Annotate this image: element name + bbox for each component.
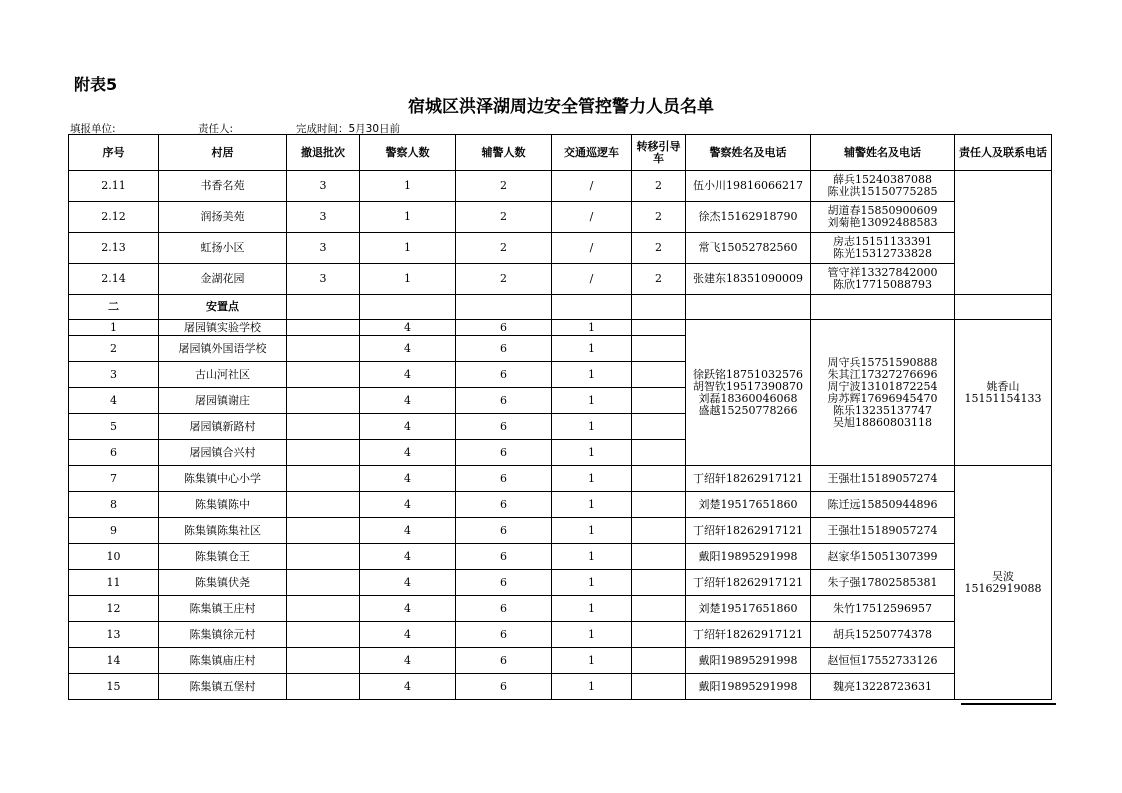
cell-aux: 6 — [456, 570, 552, 596]
cell-police: 1 — [360, 202, 456, 233]
cell-name: 陈集镇伏尧 — [159, 570, 287, 596]
cell-no: 4 — [69, 388, 159, 414]
cell-aux-contact: 朱子强17802585381 — [811, 570, 955, 596]
cell-no: 10 — [69, 544, 159, 570]
cell-guide — [632, 674, 686, 700]
cell-patrol: / — [552, 171, 632, 202]
cell-no: 14 — [69, 648, 159, 674]
cell-name: 陈集镇陈集社区 — [159, 518, 287, 544]
cell-aux: 6 — [456, 388, 552, 414]
cell-police-contact-group: 徐跃铭18751032576 胡智钦19517390870 刘磊18360046068 盛越15250778266 — [686, 320, 811, 466]
empty-cell — [686, 295, 811, 320]
header-cell: 撤退批次 — [287, 135, 360, 171]
header-cell: 序号 — [69, 135, 159, 171]
table-row — [69, 596, 1052, 622]
cell-patrol: 1 — [552, 648, 632, 674]
cell-aux: 6 — [456, 544, 552, 570]
cell-no: 3 — [69, 362, 159, 388]
cell-guide — [632, 570, 686, 596]
cell-patrol: 1 — [552, 414, 632, 440]
cell-police-contact: 戴阳19895291998 — [686, 674, 811, 700]
cell-aux-contact: 赵恒恒17552733126 — [811, 648, 955, 674]
cell-patrol: 1 — [552, 544, 632, 570]
table-row — [69, 544, 1052, 570]
cell-police-contact: 戴阳19895291998 — [686, 544, 811, 570]
cell-patrol: 1 — [552, 622, 632, 648]
cell-police: 4 — [360, 336, 456, 362]
cell-aux: 6 — [456, 466, 552, 492]
cell-aux: 6 — [456, 362, 552, 388]
table-row — [69, 171, 1052, 202]
responsible-label: 责任人: — [198, 123, 234, 135]
cell-police-contact: 伍小川19816066217 — [686, 171, 811, 202]
cell-aux-contact-group: 周守兵15751590888 朱其江17327276696 周宁波13101872254 房苏辉17696945470 陈乐13235137747 吴旭18860803118 — [811, 320, 955, 466]
cell-police: 4 — [360, 388, 456, 414]
cell-aux-contact: 朱竹17512596957 — [811, 596, 955, 622]
cell-aux: 6 — [456, 492, 552, 518]
table-tail-rule — [961, 703, 1056, 705]
cell-patrol: 1 — [552, 570, 632, 596]
cell-aux-contact: 胡兵15250774378 — [811, 622, 955, 648]
empty-cell — [552, 295, 632, 320]
cell-batch — [287, 648, 360, 674]
cell-police: 1 — [360, 233, 456, 264]
table-row — [69, 466, 1052, 492]
cell-batch — [287, 320, 360, 336]
cell-batch: 3 — [287, 171, 360, 202]
cell-aux: 2 — [456, 171, 552, 202]
cell-batch — [287, 518, 360, 544]
cell-responsible-a — [955, 171, 1052, 295]
table-row — [69, 518, 1052, 544]
section-row — [69, 295, 1052, 320]
annex-label: 附表5 — [74, 75, 118, 94]
cell-aux-contact: 陈迁远15850944896 — [811, 492, 955, 518]
cell-patrol: 1 — [552, 518, 632, 544]
cell-name: 古山河社区 — [159, 362, 287, 388]
cell-aux: 6 — [456, 440, 552, 466]
cell-patrol: 1 — [552, 320, 632, 336]
cell-no: 1 — [69, 320, 159, 336]
cell-no: 2.13 — [69, 233, 159, 264]
cell-guide — [632, 648, 686, 674]
cell-patrol: 1 — [552, 596, 632, 622]
cell-police-contact: 张建东18351090009 — [686, 264, 811, 295]
cell-police-contact: 丁绍轩18262917121 — [686, 570, 811, 596]
roster-table — [68, 134, 1052, 700]
cell-aux: 6 — [456, 648, 552, 674]
cell-guide — [632, 622, 686, 648]
cell-police-contact: 徐杰15162918790 — [686, 202, 811, 233]
empty-cell — [456, 295, 552, 320]
table-row — [69, 674, 1052, 700]
cell-name: 陈集镇徐元村 — [159, 622, 287, 648]
header-cell: 责任人及联系电话 — [955, 135, 1052, 171]
cell-patrol: 1 — [552, 362, 632, 388]
fill-unit-label: 填报单位: — [70, 123, 116, 135]
cell-guide — [632, 336, 686, 362]
cell-aux: 6 — [456, 336, 552, 362]
cell-aux-contact: 赵家华15051307399 — [811, 544, 955, 570]
cell-guide — [632, 320, 686, 336]
cell-police: 4 — [360, 570, 456, 596]
cell-batch — [287, 596, 360, 622]
table-row — [69, 492, 1052, 518]
cell-police: 4 — [360, 622, 456, 648]
cell-batch — [287, 362, 360, 388]
header-row — [69, 135, 1052, 171]
cell-aux: 2 — [456, 202, 552, 233]
empty-cell — [955, 295, 1052, 320]
cell-police-contact: 刘楚19517651860 — [686, 596, 811, 622]
cell-batch — [287, 440, 360, 466]
cell-police-contact: 戴阳19895291998 — [686, 648, 811, 674]
table-row — [69, 233, 1052, 264]
cell-guide — [632, 388, 686, 414]
cell-no: 6 — [69, 440, 159, 466]
cell-guide — [632, 466, 686, 492]
cell-aux: 6 — [456, 320, 552, 336]
empty-cell — [632, 295, 686, 320]
cell-no: 9 — [69, 518, 159, 544]
cell-patrol: 1 — [552, 674, 632, 700]
empty-cell — [287, 295, 360, 320]
cell-guide — [632, 596, 686, 622]
cell-no: 2.11 — [69, 171, 159, 202]
cell-patrol: 1 — [552, 492, 632, 518]
cell-batch — [287, 466, 360, 492]
cell-name: 屠园镇实验学校 — [159, 320, 287, 336]
cell-guide — [632, 440, 686, 466]
cell-batch — [287, 388, 360, 414]
cell-police: 4 — [360, 362, 456, 388]
header-cell: 辅警人数 — [456, 135, 552, 171]
cell-police: 4 — [360, 414, 456, 440]
cell-no: 2.14 — [69, 264, 159, 295]
page-title: 宿城区洪泽湖周边安全管控警力人员名单 — [408, 97, 714, 117]
cell-batch — [287, 336, 360, 362]
cell-name: 金湖花园 — [159, 264, 287, 295]
table-row — [69, 264, 1052, 295]
cell-aux: 6 — [456, 414, 552, 440]
header-cell: 警察姓名及电话 — [686, 135, 811, 171]
cell-police: 1 — [360, 264, 456, 295]
cell-name: 陈集镇五堡村 — [159, 674, 287, 700]
cell-batch: 3 — [287, 264, 360, 295]
empty-cell — [811, 295, 955, 320]
cell-no: 5 — [69, 414, 159, 440]
cell-name: 陈集镇王庄村 — [159, 596, 287, 622]
header-cell: 辅警姓名及电话 — [811, 135, 955, 171]
cell-name: 陈集镇仓王 — [159, 544, 287, 570]
cell-batch — [287, 544, 360, 570]
cell-guide — [632, 492, 686, 518]
cell-aux-contact: 王强壮15189057274 — [811, 466, 955, 492]
cell-police: 4 — [360, 544, 456, 570]
cell-patrol: / — [552, 264, 632, 295]
cell-no: 12 — [69, 596, 159, 622]
cell-name: 虹扬小区 — [159, 233, 287, 264]
cell-patrol: 1 — [552, 440, 632, 466]
cell-no: 8 — [69, 492, 159, 518]
cell-guide — [632, 518, 686, 544]
cell-no: 11 — [69, 570, 159, 596]
cell-police: 4 — [360, 466, 456, 492]
cell-aux-contact: 房志15151133391 陈光15312733828 — [811, 233, 955, 264]
cell-batch: 3 — [287, 233, 360, 264]
cell-no: 2.12 — [69, 202, 159, 233]
cell-police-contact: 丁绍轩18262917121 — [686, 518, 811, 544]
cell-aux: 2 — [456, 233, 552, 264]
table-row — [69, 622, 1052, 648]
cell-police-contact: 丁绍轩18262917121 — [686, 622, 811, 648]
cell-patrol: / — [552, 202, 632, 233]
header-cell: 转移引导车 — [632, 135, 686, 171]
cell-police: 4 — [360, 648, 456, 674]
cell-aux: 2 — [456, 264, 552, 295]
cell-guide — [632, 544, 686, 570]
cell-police: 4 — [360, 440, 456, 466]
cell-patrol: 1 — [552, 336, 632, 362]
cell-police-contact: 丁绍轩18262917121 — [686, 466, 811, 492]
cell-police: 4 — [360, 596, 456, 622]
cell-name: 屠园镇谢庄 — [159, 388, 287, 414]
cell-name: 陈集镇陈中 — [159, 492, 287, 518]
cell-name: 屠园镇合兴村 — [159, 440, 287, 466]
cell-guide — [632, 414, 686, 440]
cell-name: 陈集镇庙庄村 — [159, 648, 287, 674]
cell-guide: 2 — [632, 264, 686, 295]
cell-batch — [287, 674, 360, 700]
cell-police: 4 — [360, 518, 456, 544]
cell-no: 15 — [69, 674, 159, 700]
cell-police-contact: 刘楚19517651860 — [686, 492, 811, 518]
table-row — [69, 320, 1052, 336]
table-row — [69, 648, 1052, 674]
cell-name: 润扬美苑 — [159, 202, 287, 233]
cell-batch — [287, 414, 360, 440]
cell-name: 屠园镇新路村 — [159, 414, 287, 440]
cell-guide: 2 — [632, 202, 686, 233]
cell-name: 书香名苑 — [159, 171, 287, 202]
cell-police: 4 — [360, 492, 456, 518]
header-cell: 警察人数 — [360, 135, 456, 171]
cell-batch: 3 — [287, 202, 360, 233]
cell-aux: 6 — [456, 622, 552, 648]
cell-responsible-group: 姚香山 15151154133 — [955, 320, 1052, 466]
cell-patrol: 1 — [552, 466, 632, 492]
table-row — [69, 570, 1052, 596]
cell-patrol: / — [552, 233, 632, 264]
cell-batch — [287, 570, 360, 596]
cell-guide: 2 — [632, 171, 686, 202]
cell-guide: 2 — [632, 233, 686, 264]
cell-police: 4 — [360, 674, 456, 700]
cell-responsible-group: 吴波 15162919088 — [955, 466, 1052, 700]
deadline-label: 完成时间：5月30日前 — [296, 123, 401, 135]
empty-cell — [360, 295, 456, 320]
table-row — [69, 202, 1052, 233]
cell-name: 陈集镇中心小学 — [159, 466, 287, 492]
cell-aux-contact: 胡道春15850900609 刘菊艳13092488583 — [811, 202, 955, 233]
cell-no: 13 — [69, 622, 159, 648]
cell-no: 7 — [69, 466, 159, 492]
cell-aux: 6 — [456, 674, 552, 700]
section-no: 二 — [69, 295, 159, 320]
section-name: 安置点 — [159, 295, 287, 320]
header-cell: 村居 — [159, 135, 287, 171]
cell-aux: 6 — [456, 518, 552, 544]
cell-police: 1 — [360, 171, 456, 202]
header-cell: 交通巡逻车 — [552, 135, 632, 171]
cell-name: 屠园镇外国语学校 — [159, 336, 287, 362]
cell-guide — [632, 362, 686, 388]
roster-body — [69, 171, 1052, 700]
cell-police-contact: 常飞15052782560 — [686, 233, 811, 264]
cell-no: 2 — [69, 336, 159, 362]
cell-patrol: 1 — [552, 388, 632, 414]
cell-batch — [287, 622, 360, 648]
cell-police: 4 — [360, 320, 456, 336]
cell-aux-contact: 王强壮15189057274 — [811, 518, 955, 544]
cell-aux: 6 — [456, 596, 552, 622]
cell-aux-contact: 魏亮13228723631 — [811, 674, 955, 700]
cell-batch — [287, 492, 360, 518]
cell-aux-contact: 薛兵15240387088 陈业洪15150775285 — [811, 171, 955, 202]
cell-aux-contact: 管守祥13327842000 陈欣17715088793 — [811, 264, 955, 295]
